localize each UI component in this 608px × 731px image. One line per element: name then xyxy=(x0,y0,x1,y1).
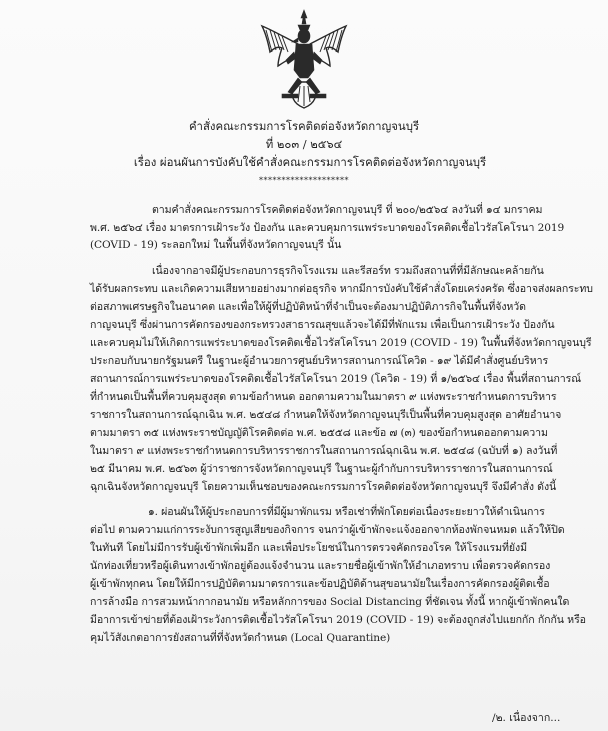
body-line: เนื่องจากอาจมีผู้ประกอบการธุรกิจโรงแรม และรีสอร์ท รวมถึงสถานที่ที่มีลักษณะคล้ายกัน xyxy=(152,265,544,277)
body-line: ๑. ผ่อนผันให้ผู้ประกอบการที่มีผู้มาพักแรม หรือเช่าที่พักโดยต่อเนื่องระยะยาวให้ดำเนินการ xyxy=(148,506,545,518)
body-line: ราชการในสถานการณ์ฉุกเฉิน พ.ศ. ๒๕๔๘ กำหนดให้จังหวัดกาญจนบุรีเป็นพื้นที่ควบคุมสูงสุด อาศัยอำนาจ xyxy=(90,409,562,421)
divider-stars: ******************** xyxy=(259,176,349,185)
garuda-emblem xyxy=(258,8,350,110)
body-line: และควบคุมไม่ให้เกิดการแพร่ระบาดของโรคติดเชื้อไวรัสโคโรนา 2019 (COVID - 19) ในพื้นที่จังหวัดกาญจนบุรี xyxy=(90,337,592,349)
body-line: มีอาการเข้าข่ายที่ต้องเฝ้าระวังการติดเชื้อไวรัสโคโรนา 2019 (COVID - 19) จะต้องถูกส่งไปแยกกัก กักกัน หรือ xyxy=(90,614,586,626)
body-line: พ.ศ. ๒๕๖๔ เรื่อง มาตรการเฝ้าระวัง ป้องกัน และควบคุมการแพร่ระบาดของโรคติดเชื้อไวรัสโคโรนา 2019 xyxy=(90,222,565,234)
body-line: ตามคำสั่งคณะกรรมการโรคติดต่อจังหวัดกาญจนบุรี ที่ ๒๐๐/๒๕๖๔ ลงวันที่ ๑๔ มกราคม xyxy=(152,204,543,216)
order-title: คำสั่งคณะกรรมการโรคติดต่อจังหวัดกาญจนบุรี xyxy=(188,119,420,133)
body-line: (COVID - 19) ระลอกใหม่ ในพื้นที่จังหวัดกาญจนบุรี นั้น xyxy=(90,239,342,251)
body-line: ได้รับผลกระทบ และเกิดความเสียหายอย่างมากต่อธุรกิจ หากมีการบังคับใช้คำสั่งโดยเคร่งครัด ซึ่งอาจส่งผลกระทบ xyxy=(90,283,593,295)
body-line: ฉุกเฉินจังหวัดกาญจนบุรี โดยความเห็นชอบของคณะกรรมการโรคติดต่อจังหวัดกาญจนบุรี จึงมีคำสั่ง ดังนี้ xyxy=(90,481,557,493)
body-line: กาญจนบุรี ซึ่งผ่านการคัดกรองของกระทรวงสาธารณสุขแล้วจะได้มีที่พักแรม เพื่อเป็นการเฝ้าระวัง ป้องกัน xyxy=(90,319,555,331)
order-number: ที่ ๒๐๓ / ๒๕๖๔ xyxy=(265,137,343,151)
order-subject: เรื่อง ผ่อนผันการบังคับใช้คำสั่งคณะกรรมการโรคติดต่อจังหวัดกาญจนบุรี xyxy=(133,155,487,169)
body-line: ที่กำหนดเป็นพื้นที่ควบคุมสูงสุด ตามข้อกำหนด ออกตามความในมาตรา ๙ แห่งพระราชกำหนดการบริหาร xyxy=(90,391,557,403)
body-line: ตามมาตรา ๓๕ แห่งพระราชบัญญัติโรคติดต่อ พ.ศ. ๒๕๕๘ และข้อ ๗ (๓) ของข้อกำหนดออกตามความ xyxy=(90,427,548,439)
body-line: ประกอบกับนายกรัฐมนตรี ในฐานะผู้อำนวยการศูนย์บริหารสถานการณ์โควิด - ๑๙ ได้มีคำสั่งศูนย์บริหาร xyxy=(90,355,549,367)
body-line: ๒๕ มีนาคม พ.ศ. ๒๕๖๓ ผู้ว่าราชการจังหวัดกาญจนบุรี ในฐานะผู้กำกับการบริหารราชการในสถานการณ์ xyxy=(90,463,553,475)
body-line: ต่อสภาพเศรษฐกิจในอนาคต และเพื่อให้ผู้ที่ปฏิบัติหน้าที่จำเป็นจะต้องมาปฏิบัติภารกิจในพื้นที่จังหวัด xyxy=(90,301,526,313)
body-line: ในมาตรา ๙ แห่งพระราชกำหนดการบริหารราชการในสถานการณ์ฉุกเฉิน พ.ศ. ๒๕๔๘ (ฉบับที่ ๑) ลงวันที่ xyxy=(90,445,558,457)
body-line: ต่อไป ตามความแก่การระงับการสูญเสียของกิจการ จนกว่าผู้เข้าพักจะแจ้งออกจากห้องพักจนหมด แล้วให้ปิด xyxy=(90,524,565,536)
body-line: การล้างมือ การสวมหน้ากากอนามัย หรือหลักการของ Social Distancing ที่ชัดเจน ทั้งนี้ หากผู้เข้าพักคนใด xyxy=(90,596,570,608)
body-line: สถานการณ์การแพร่ระบาดของโรคติดเชื้อไวรัสโคโรนา 2019 (โควิด - 19) ที่ ๑/๒๕๖๔ เรื่อง พื้นที่สถานการณ์ xyxy=(90,373,581,385)
page-continuation: /๒. เนื่องจาก... xyxy=(492,712,561,724)
body-line: คุมไว้สังเกตอาการยังสถานที่ที่จังหวัดกำหนด (Local Quarantine) xyxy=(90,632,391,644)
body-line: ผู้เข้าพักทุกคน โดยให้มีการปฏิบัติตามมาตรการและข้อปฏิบัติด้านสุขอนามัยในเรื่องการคัดกรองผู้ติดเชื้อ xyxy=(90,578,550,590)
body-line: ในทันที โดยไม่มีการรับผู้เข้าพักเพิ่มอีก และเพื่อประโยชน์ในการตรวจคัดกรองโรค ให้โรงแรมที่ยังมี xyxy=(90,542,527,554)
body-line: นักท่องเที่ยวหรือผู้เดินทางเข้าพักอยู่ต้องแจ้งจำนวน และรายชื่อผู้เข้าพักให้อำเภอทราบ เพื่อตรวจคัดกรอง xyxy=(90,560,551,572)
